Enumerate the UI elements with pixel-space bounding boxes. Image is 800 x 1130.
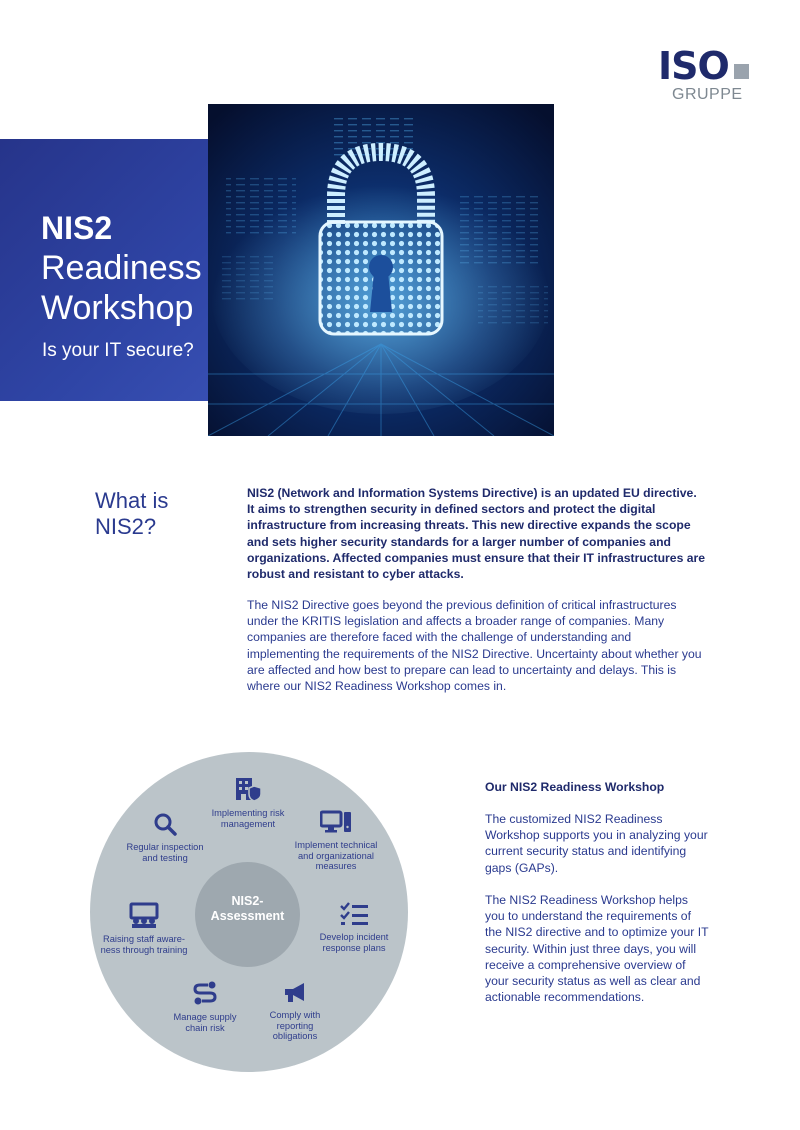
item-label-line1: Comply with (269, 1009, 321, 1020)
item-label-line3: measures (315, 861, 357, 872)
workshop-paragraph-1: The customized NIS2 Readiness Workshop supports you in analyzing your current security status and identifying gaps (GAPs). (485, 812, 708, 875)
logo-iso-text: ISO (658, 44, 729, 88)
nis2-assessment-diagram (90, 752, 410, 1074)
logo-square (734, 64, 749, 79)
diagram-item-training (94, 902, 194, 955)
intro-paragraph: NIS2 (Network and Information Systems Directive) is an updated EU directive. It aims to strengthen security in defined sectors and protect the digital infrastructure from increasing threats. This new directive expands the scope and sets higher security standards for a larger number of companies and organizations. Affected companies must ensure that their IT infrastructures are robust and resistant to cyber attacks. (247, 486, 706, 582)
search-icon (118, 812, 212, 839)
item-label-line2: response plans (322, 942, 386, 953)
megaphone-icon (255, 980, 335, 1007)
item-label-line2: and testing (142, 852, 188, 863)
diagram-item-reporting (255, 980, 335, 1042)
diagram-item-incident-response (312, 902, 396, 953)
item-label-line1: Implement technical (294, 839, 378, 850)
item-label-line1: Regular inspection (126, 841, 204, 852)
diagram-item-risk-management (198, 776, 298, 829)
hero-title-line3: Workshop (41, 289, 194, 327)
item-label-line2: and organizational (298, 850, 374, 861)
heading-line2: NIS2? (95, 514, 157, 539)
diagram-item-inspection (118, 812, 212, 863)
item-label-line2: chain risk (185, 1022, 225, 1033)
checklist-icon (312, 902, 396, 929)
item-label-line1: Raising staff aware- (103, 933, 185, 944)
diagram-item-technical-measures (286, 810, 386, 872)
item-label-line2: reporting (276, 1020, 314, 1031)
workshop-paragraph-2: The NIS2 Readiness Workshop helps you to understand the requirements of the NIS2 directive and to optimize your IT security. Within just three days, you will receive a comprehensive overview of your security status as well as clear and actionable recommendations. (485, 893, 709, 1005)
item-label-line2: management (220, 818, 276, 829)
hero-subtitle: Is your IT secure? (42, 340, 194, 361)
hero-title-line2: Readiness (41, 249, 202, 287)
center-label-line1: NIS2- (231, 894, 264, 908)
center-label (195, 894, 300, 924)
padlock-hero-image (208, 104, 554, 436)
item-label-line1: Develop incident (319, 931, 389, 942)
workshop-title: Our NIS2 Readiness Workshop (485, 780, 665, 794)
diagram-item-supply-chain (165, 980, 245, 1033)
supply-chain-icon (165, 980, 245, 1009)
item-label-line3: obligations (272, 1031, 318, 1042)
hero-title (41, 208, 202, 328)
heading-line1: What is (95, 488, 169, 513)
iso-gruppe-logo (658, 46, 758, 106)
hero-title-bold: NIS2 (41, 210, 113, 246)
center-label-line2: Assessment (210, 909, 285, 923)
item-label-line1: Manage supply (173, 1011, 237, 1022)
item-label-line1: Implementing risk (211, 807, 285, 818)
building-shield-icon (198, 776, 298, 805)
computer-icon (286, 810, 386, 837)
training-icon (94, 902, 194, 931)
item-label-line2: ness through training (100, 944, 188, 955)
logo-gruppe-text: GRUPPE (672, 86, 743, 103)
body-paragraph: The NIS2 Directive goes beyond the previous definition of critical infrastructures under the KRITIS legislation and affects a broader range of companies. Many companies are therefore faced with the challenge of understanding and implementing the requirements of the NIS2 Directive. Uncertainty about whether you are affected and how best to prepare can lead to uncertainty and delays. This is where our NIS2 Readiness Workshop comes in. (247, 598, 702, 694)
what-is-nis2-heading (95, 488, 215, 540)
